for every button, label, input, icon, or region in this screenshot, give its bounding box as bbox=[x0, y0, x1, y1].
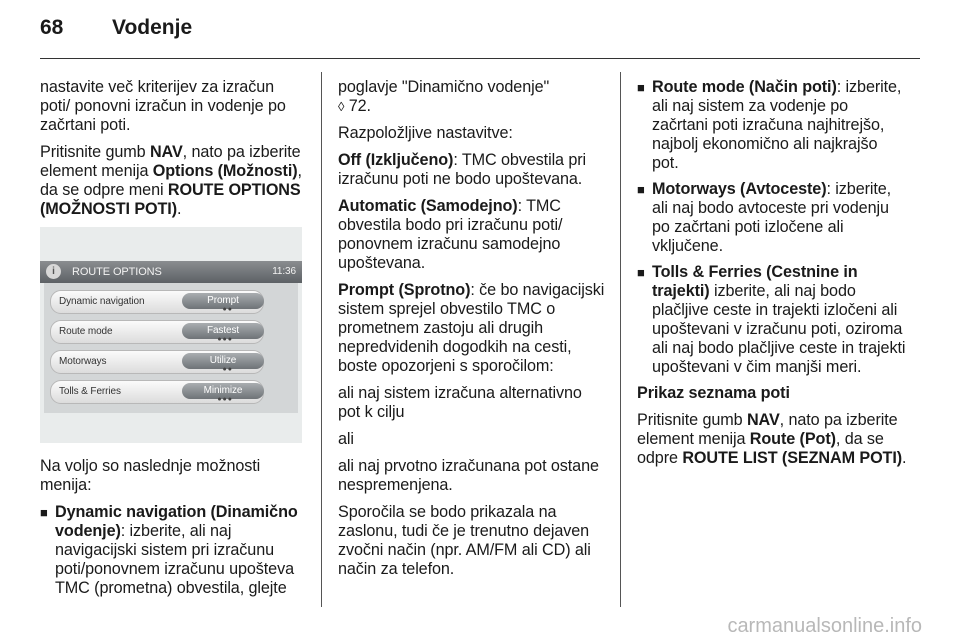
bullet-icon: ■ bbox=[40, 505, 48, 520]
dots-indicator: ●● bbox=[222, 306, 233, 313]
paragraph: Pritisnite gumb NAV, nato pa izberite element menija Options (Možnosti), da se odpre meni ROUTE OPTIONS (MOŽNOSTI POTI). bbox=[40, 143, 302, 218]
page-title: Vodenje bbox=[112, 16, 193, 39]
paragraph: Razpoložljive nastavitve: bbox=[338, 124, 513, 142]
bullet-icon: ■ bbox=[637, 182, 645, 197]
option-label: Route mode bbox=[59, 326, 113, 337]
list-item: ■ Tolls & Ferries (Cestnine in trajekti) izberite, ali naj bodo plačljive ceste in trajekti izločeni ali upoštevani v izračunu poti, oziroma ali naj bodo plačljive ceste in trajekti upoštevani v čim manjši meri. bbox=[637, 263, 906, 376]
page-header bbox=[40, 16, 192, 40]
column-2 bbox=[338, 78, 606, 587]
dots-indicator: ●●● bbox=[217, 336, 233, 343]
option-label: Dynamic navigation bbox=[59, 296, 145, 307]
paragraph: Na voljo so naslednje možnosti menija: bbox=[40, 457, 261, 494]
screen-time: 11:36 bbox=[272, 266, 296, 277]
route-options-screen bbox=[40, 227, 302, 443]
paragraph: poglavje "Dinamično vodenje" ◊ 72. bbox=[338, 78, 550, 115]
bullet-icon: ■ bbox=[637, 265, 645, 280]
option-row-motorways[interactable] bbox=[50, 350, 264, 374]
paragraph: nastavite več kriterijev za izračun poti/ ponovni izračun in vodenje po začrtani poti. bbox=[40, 78, 286, 134]
screen-bottom bbox=[40, 413, 302, 443]
option-value: Prompt bbox=[182, 293, 264, 309]
paragraph: Sporočila se bodo prikazala na zaslonu, tudi če je trenutno dejaven zvočni način (npr. AM/FM ali CD) ali način za telefon. bbox=[338, 503, 591, 578]
page-ref-icon: ◊ bbox=[338, 99, 345, 114]
column-3 bbox=[637, 78, 907, 476]
option-row-route-mode[interactable] bbox=[50, 320, 264, 344]
paragraph: Pritisnite gumb NAV, nato pa izberite element menija Route (Pot), da se odpre ROUTE LIST (SEZNAM POTI). bbox=[637, 411, 907, 467]
option-value: Utilize bbox=[182, 353, 264, 369]
header-rule bbox=[40, 58, 920, 59]
paragraph: Automatic (Samodejno): TMC obvestila bodo pri izračunu poti/ ponovnem izračunu samodejno upoštevana. bbox=[338, 197, 563, 272]
column-1 bbox=[40, 78, 306, 605]
list-item: ■ Dynamic navigation (Dinamično vodenje): izberite, ali naj navigacijski sistem pri izračunu poti/ponovnem izračunu upošteva TMC (prometna) obvestila, glejte bbox=[40, 503, 298, 597]
page-number: 68 bbox=[40, 16, 64, 39]
info-icon: i bbox=[46, 264, 61, 279]
paragraph: Off (Izključeno): TMC obvestila pri izračunu poti ne bodo upoštevana. bbox=[338, 151, 587, 188]
option-label: Tolls & Ferries bbox=[59, 386, 121, 397]
screen-title-bar bbox=[40, 261, 302, 283]
bullet-icon: ■ bbox=[637, 80, 645, 95]
list-item: ■ Motorways (Avtoceste): izberite, ali naj bodo avtoceste pri vodenju po začrtani poti izločene ali vključene. bbox=[637, 180, 892, 255]
column-divider-2 bbox=[620, 72, 621, 607]
paragraph: Prompt (Sprotno): če bo navigacijski sistem sprejel obvestilo TMC o prometnem zastoju ali drugih nepredvidenih dogodkih na cesti, boste opozorjeni s sporočilom: bbox=[338, 281, 605, 375]
paragraph: ali bbox=[338, 430, 354, 448]
screen-title: ROUTE OPTIONS bbox=[72, 266, 162, 278]
option-label: Motorways bbox=[59, 356, 107, 367]
column-divider-1 bbox=[321, 72, 322, 607]
option-row-tolls-ferries[interactable] bbox=[50, 380, 264, 404]
paragraph: ali naj prvotno izračunana pot ostane nespremenjena. bbox=[338, 457, 599, 494]
option-value: Fastest bbox=[182, 323, 264, 339]
list-item: ■ Route mode (Način poti): izberite, ali naj sistem za vodenje po začrtani poti izračuna najhitrejšo, najbolj ekonomično ali najkrajšo pot. bbox=[637, 78, 902, 172]
option-row-dynamic-navigation[interactable] bbox=[50, 290, 264, 314]
screen-body bbox=[44, 283, 298, 413]
dots-indicator: ●●● bbox=[217, 396, 233, 403]
paragraph: ali naj sistem izračuna alternativno pot k cilju bbox=[338, 384, 582, 421]
option-value: Minimize bbox=[182, 383, 264, 399]
watermark: carmanualsonline.info bbox=[727, 615, 922, 637]
section-heading: Prikaz seznama poti bbox=[637, 384, 790, 402]
dots-indicator: ●● bbox=[222, 366, 233, 373]
